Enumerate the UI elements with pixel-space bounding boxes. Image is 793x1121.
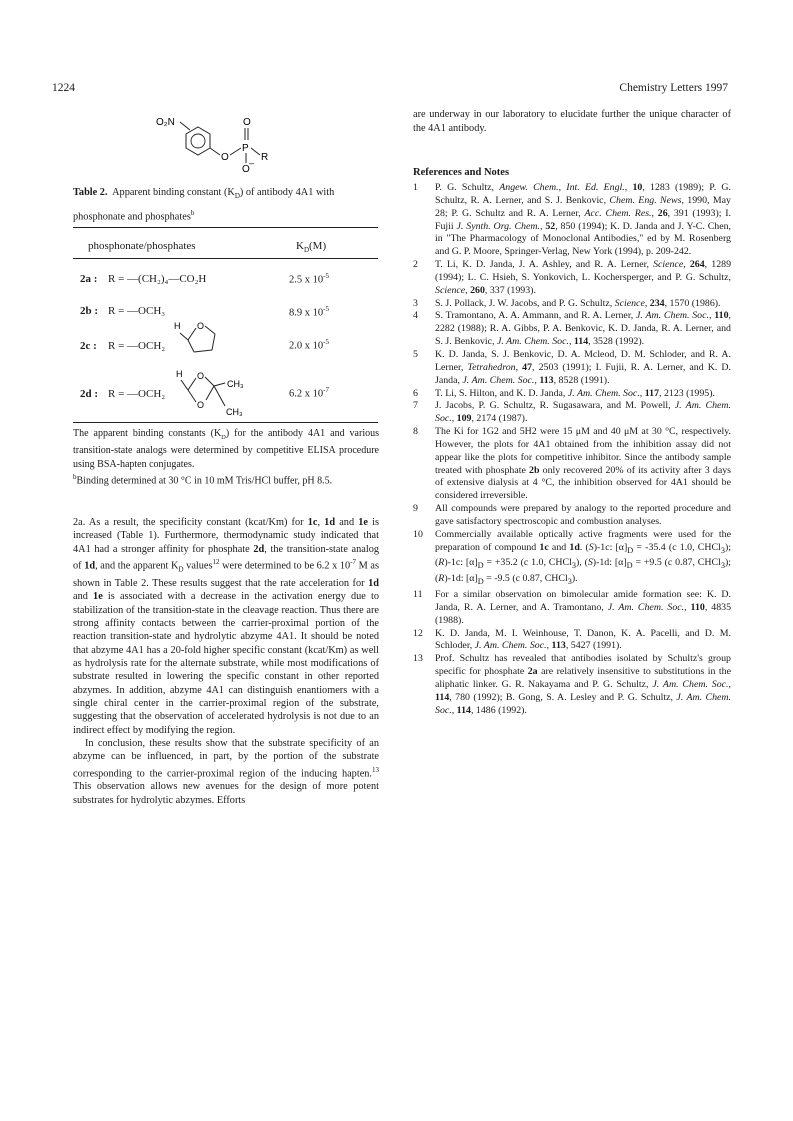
reference-number: 3 [413,297,418,309]
row-r-2c: R = —OCH₂ [108,340,166,352]
dioxolane-ring [170,366,260,418]
reference-item [413,426,731,503]
double-bond-oxygen: O [243,117,251,128]
ester-oxygen: O [221,152,229,163]
reference-number: 8 [413,426,418,438]
row-kd-2b: 8.9 x $10^{-5}$ [289,305,329,319]
table-bottom-rule [73,422,378,423]
reference-number: 1 [413,182,418,193]
reference-number: 10 [413,528,423,540]
reference-text: K. D. Janda, S. J. Benkovic, D. A. Mcleod, D. M. Schloder, and R. A. Lerner, Tetrahedron, 47, 2503 (1991); I. Fujii, R. A. Lerner, and K. D. Janda, J. Am. Chem. Soc., 113, 8528 (1991). [435,348,732,386]
reference-item [413,182,731,259]
tetrahydrofuran-ring [170,318,240,356]
phosphorus-label: P [242,143,249,154]
phosphate-structure [150,113,300,175]
reference-text: S. Tramontano, A. A. Ammann, and R. A. Lerner, J. Am. Chem. Soc., 110, 2282 (1988); R. A. Gibbs, P. A. Benkovic, K. D. Janda, R. A. Lerner, and S. J. Benkovic, J. Am. Chem. Soc., 114, 3528 (1992). [435,310,732,348]
reference-text: Commercially available optically active fragments were used for the preparation of compound 1c and 1d. (S)-1c: $[\alpha]_D = -35.4$ (c 1.0, CHCl$_3$); (R)-1c: $[\alpha]_D = +35.2$ (c 1.0, CHCl$_3$), (S)-1d: $[\alpha]_D = +9.5$ (c 0.87, CHCl$_3$); (R)-1d: $[\alpha]_D = -9.5$ (c 0.87, CHCl$_3$). [435,528,731,587]
reference-number: 5 [413,348,418,360]
reference-item [413,310,731,349]
row-label-2b: 2b : [80,305,99,317]
reference-text: For a similar observation on bimolecular amide formation see: K. D. Janda, R. A. Lerner, and A. Tramontano, J. Am. Chem. Soc., 110, 4835 (1988). [435,589,732,626]
references-list [413,182,731,718]
row-kd-2d: 6.2 x $10^{-7}$ [289,386,329,400]
right-column-intro: are underway in our laboratory to elucidate further the unique character of the 4A1 antibody. [413,109,731,134]
reference-item [413,628,731,654]
ring-o1-2d: O [197,371,205,381]
table-footnote [73,427,379,488]
row-label-2a: 2a : [80,273,98,285]
reference-number: 13 [413,653,423,665]
reference-item [413,503,731,529]
table-top-rule [73,227,378,228]
reference-text: K. D. Janda, M. I. Weinhouse, T. Danon, K. A. Pacelli, and D. M. Schloder, J. Am. Chem. Soc., 113, 5427 (1991). [435,627,731,652]
reference-number: 9 [413,503,418,515]
row-kd-2a: 2.5 x $10^{-5}$ [289,272,329,286]
ring-h-2c: H [174,321,181,331]
footnote-b: $^b$Binding determined at 30 °C in 10 mM Tris/HCl buffer, pH 8.5. [73,472,333,487]
page-number: 1224 [52,82,75,94]
left-body-text [73,516,379,807]
table-header-rule [73,258,378,259]
row-label-2d: 2d : [80,388,99,400]
nitro-label: O₂N [156,117,175,128]
negative-charge: – [249,158,255,168]
table-caption: Table 2. Apparent binding constant $(K_D)$ of antibody 4A1 with phosphonate and phosphates$^b$ [73,187,335,223]
reference-text: T. Li, K. D. Janda, J. A. Ashley, and R. A. Lerner, Science, 264, 1289 (1994); L. C. Hsieh, S. Yonkovich, L. Kochersperger, and P. G. Schultz, Science, 260, 337 (1993). [435,259,732,296]
reference-text: J. Jacobs, P. G. Schultz, R. Sugasawara, and M. Powell, J. Am. Chem. Soc., 109, 2174 (1987). [435,400,731,425]
ring-o2-2d: O [197,400,205,410]
journal-title: Chemistry Letters 1997 [619,82,728,94]
methyl-b: CH₃ [226,407,243,417]
reference-item [413,653,731,717]
reference-item [413,529,731,589]
references-heading: References and Notes [413,167,510,178]
row-kd-2c: 2.0 x $10^{-5}$ [289,338,329,352]
column-header-kd: $K_D(M)$ [296,240,327,255]
row-label-2c: 2c : [80,340,97,352]
reference-number: 7 [413,400,418,412]
r-group-label: R [261,152,269,163]
reference-text: P. G. Schultz, Angew. Chem., Int. Ed. Engl., 10, 1283 (1989); P. G. Schultz, R. A. Lerner, and S. J. Benkovic, Chem. Eng. News, 1990, May 28; P. G. Schultz and R. A. Lerner, Acc. Chem. Res., 26, 391 (1993); I. Fujii J. Synth. Org. Chem., 52, 850 (1994); K. D. Janda and J. Y-C. Chen, in "The Pharmacology of Monoclonal Antibodies," ed by M. Rosenberg and G. P. Moore, Springer-Verlag, New York (1994), p. 209-242. [435,182,732,258]
reference-number: 4 [413,310,418,322]
reference-item [413,259,731,298]
column-header-compound: phosphonate/phosphates [88,240,196,252]
row-r-2b: R = —OCH₃ [108,305,166,317]
reference-number: 11 [413,589,423,601]
ring-o-2c: O [197,321,205,331]
reference-number: 12 [413,627,423,639]
reference-item [413,298,731,311]
reference-text: T. Li, S. Hilton, and K. D. Janda, J. Am. Chem. Soc., 117, 2123 (1995). [435,387,715,399]
reference-text: S. J. Pollack, J. W. Jacobs, and P. G. Schultz, Science, 234, 1570 (1986). [435,297,721,309]
row-r-2d: R = —OCH₂ [108,388,166,400]
reference-item [413,388,731,401]
body-paragraph-1: 2a. As a result, the specificity constant (kcat/Km) for 1c, 1d and 1e is increased (Table 1). Furthermore, thermodynamic study indicated that 4A1 had a stronger affinity for phosphate 2d, the transition-state analog of 1d, and the apparent $K_D$ values$^{12}$ were determined to be 6.2 x $10^{-7}$ M as shown in Table 2. These results suggest that the rate acceleration for 1d and 1e is associated with a decrease in the activation energy due to stabilization of the transition-state in the cleavage reaction. Thus there are strong affinity contacts between the carrier-proximal portion of the reaction transition-state and hydrolytic abzyme 4A1. It should be noted that abzyme 4A1 has a 20-fold higher specific constant (kcat/Km) as well as hydrolysis rate for the alternate substrate, while most modifications of substrate resulted in lowering the specific constant in other reported abzymes. In addition, abzyme 4A1 can distinguish enantiomers with a single chiral center in the carrier-proximal region of the substrate, suggesting that the observation of accelerated hydrolysis is not due to an indirect effect by modifying the region. [73,517,380,736]
reference-number: 2 [413,259,418,271]
reference-text: The Ki for 1G2 and 5H2 were 15 μM and 40 μM at 30 °C, respectively. However, the plots for 4A1 obtained from the inhibition assay did not appear like the plots for competitive inhibitor. Since the antibody sample treated with phosphate 2b only recovered 20% of its activity after 3 days of extensive dialysis at 4 °C, the inhibition observed for 4A1 should be considered irreversible. [435,426,731,502]
row-r-2a: R = —(CH₂)₄—CO₂H [108,273,207,285]
reference-item [413,349,731,388]
reference-text: All compounds were prepared by analogy to the reported procedure and gave satisfactory spectroscopic and combustion analyses. [435,503,731,527]
reference-text: Prof. Schultz has revealed that antibodies isolated by Schultz's group specific for phosphate 2a are relatively insensitive to substitutions in the aliphatic linker. G. R. Nakayama and P. G. Schultz, J. Am. Chem. Soc., 114, 780 (1992); B. Gong, S. A. Lesley and P. G. Schultz, J. Am. Chem. Soc., 114, 1486 (1992). [435,653,732,716]
footnote-a: The apparent binding constants $(K_D)$ for the antibody 4A1 and various transition-state analogs were determined by competitive ELISA procedure using BSA-hapten conjugates. [73,428,379,470]
reference-item [413,400,731,426]
reference-number: 6 [413,387,418,399]
methyl-a: CH₃ [227,379,244,389]
reference-item [413,589,731,628]
ring-h-2d: H [176,369,183,379]
anionic-oxygen: O [242,164,250,175]
body-paragraph-2: In conclusion, these results show that the substrate specificity of an abzyme can be influenced, in part, by the portion of the substrate corresponding to the carrier-proximal region of the inducing hapten.$^{13}$ This observation allows new avenues for the design of more potent substrates for hydrolytic abzymes. Efforts [73,737,379,806]
